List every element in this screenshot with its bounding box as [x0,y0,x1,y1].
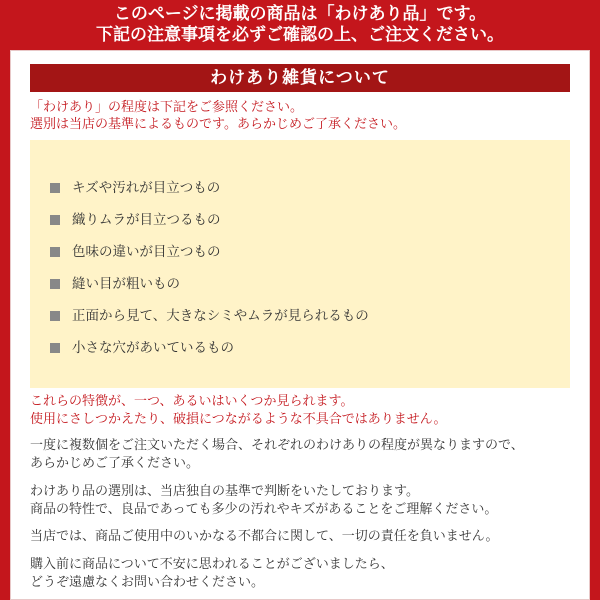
defect-item [50,274,369,306]
defect-item [50,338,369,370]
defect-item-label: 色味の違いが目立つもの [72,244,221,260]
section-heading: わけあり雑貨について [30,64,570,92]
intro-line-1: 「わけあり」の程度は下記をご参照ください。 [30,100,304,115]
defect-item-label: 織りムラが目立つるもの [72,212,221,228]
defect-item-label: 縫い目が粗いもの [72,276,180,292]
top-warning-banner [0,0,600,50]
paragraph-multiple-orders: 一度に複数個をご注文いただく場合、それぞれのわけありの程度が異なりますので、 あらかじめご了承ください。 [30,438,524,471]
notice-text [30,393,570,429]
defect-item [50,242,369,274]
paragraph-liability: 当店では、商品ご使用中のいかなる不都合に関して、一切の責任を負いません。 [30,529,499,544]
banner-line-1: このページに掲載の商品は「わけあり品」です。 [113,4,487,24]
square-bullet-icon [50,343,60,353]
defect-item [50,306,369,338]
square-bullet-icon [50,215,60,225]
intro-text [30,99,570,133]
defect-item-label: 小さな穴があいているもの [72,340,234,356]
defect-list-box [30,140,570,388]
square-bullet-icon [50,247,60,257]
square-bullet-icon [50,311,60,321]
banner-line-2: 下記の注意事項を必ずご確認の上、ご注文ください。 [96,25,504,45]
defect-item-label: 正面から見て、大きなシミやムラが見られるもの [72,308,369,324]
notice-line-2: 使用にさしつかえたり、破損につながるような不具合ではありません。 [30,412,447,427]
square-bullet-icon [50,183,60,193]
paragraph-selection-criteria: わけあり品の選別は、当店独自の基準で判断をいたしております。 商品の特性で、良品であっても多少の汚れやキズがあることをご理解ください。 [30,484,498,517]
paragraph-contact: 購入前に商品について不安に思われることがございましたら、 どうぞ遠慮なくお問い合わせください。 [30,557,394,590]
defect-item [50,210,369,242]
intro-line-2: 選別は当店の基準によるものです。あらかじめご了承ください。 [30,117,406,132]
square-bullet-icon [50,279,60,289]
defect-list [50,178,369,370]
defect-item [50,178,369,210]
notice-line-1: これらの特徴が、一つ、あるいはいくつか見られます。 [30,394,354,409]
defect-item-label: キズや汚れが目立つもの [72,180,221,196]
